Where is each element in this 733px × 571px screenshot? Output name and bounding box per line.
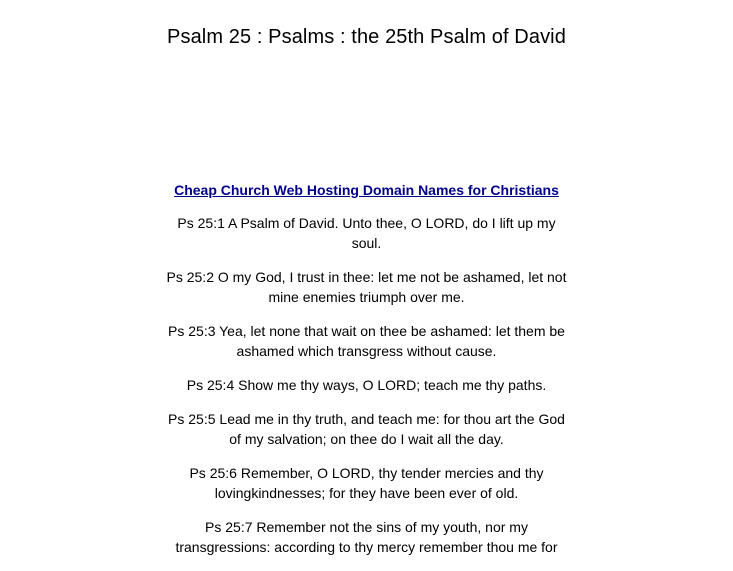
verse-5: Ps 25:5 Lead me in thy truth, and teach me: for thou art the God of my salvation; on thee do I wait all the day.	[168, 411, 565, 447]
verse-7: Ps 25:7 Remember not the sins of my youth, nor my transgressions: according to thy mercy remember thou me for	[175, 519, 558, 555]
sponsor-link[interactable]: Cheap Church Web Hosting Domain Names for Christians	[174, 182, 559, 198]
verse-1: Ps 25:1 A Psalm of David. Unto thee, O LORD, do I lift up my soul.	[177, 215, 556, 251]
verse-6: Ps 25:6 Remember, O LORD, thy tender mercies and thy lovingkindnesses; for they have been ever of old.	[189, 465, 544, 501]
verse-4: Ps 25:4 Show me thy ways, O LORD; teach me thy paths.	[186, 377, 547, 393]
verse-3: Ps 25:3 Yea, let none that wait on thee be ashamed: let them be ashamed which transgress without cause.	[168, 323, 565, 359]
verse-2: Ps 25:2 O my God, I trust in thee: let me not be ashamed, let not mine enemies triumph over me.	[166, 269, 567, 305]
psalm-content	[165, 180, 568, 571]
page-title: Psalm 25 : Psalms : the 25th Psalm of David	[167, 26, 566, 48]
